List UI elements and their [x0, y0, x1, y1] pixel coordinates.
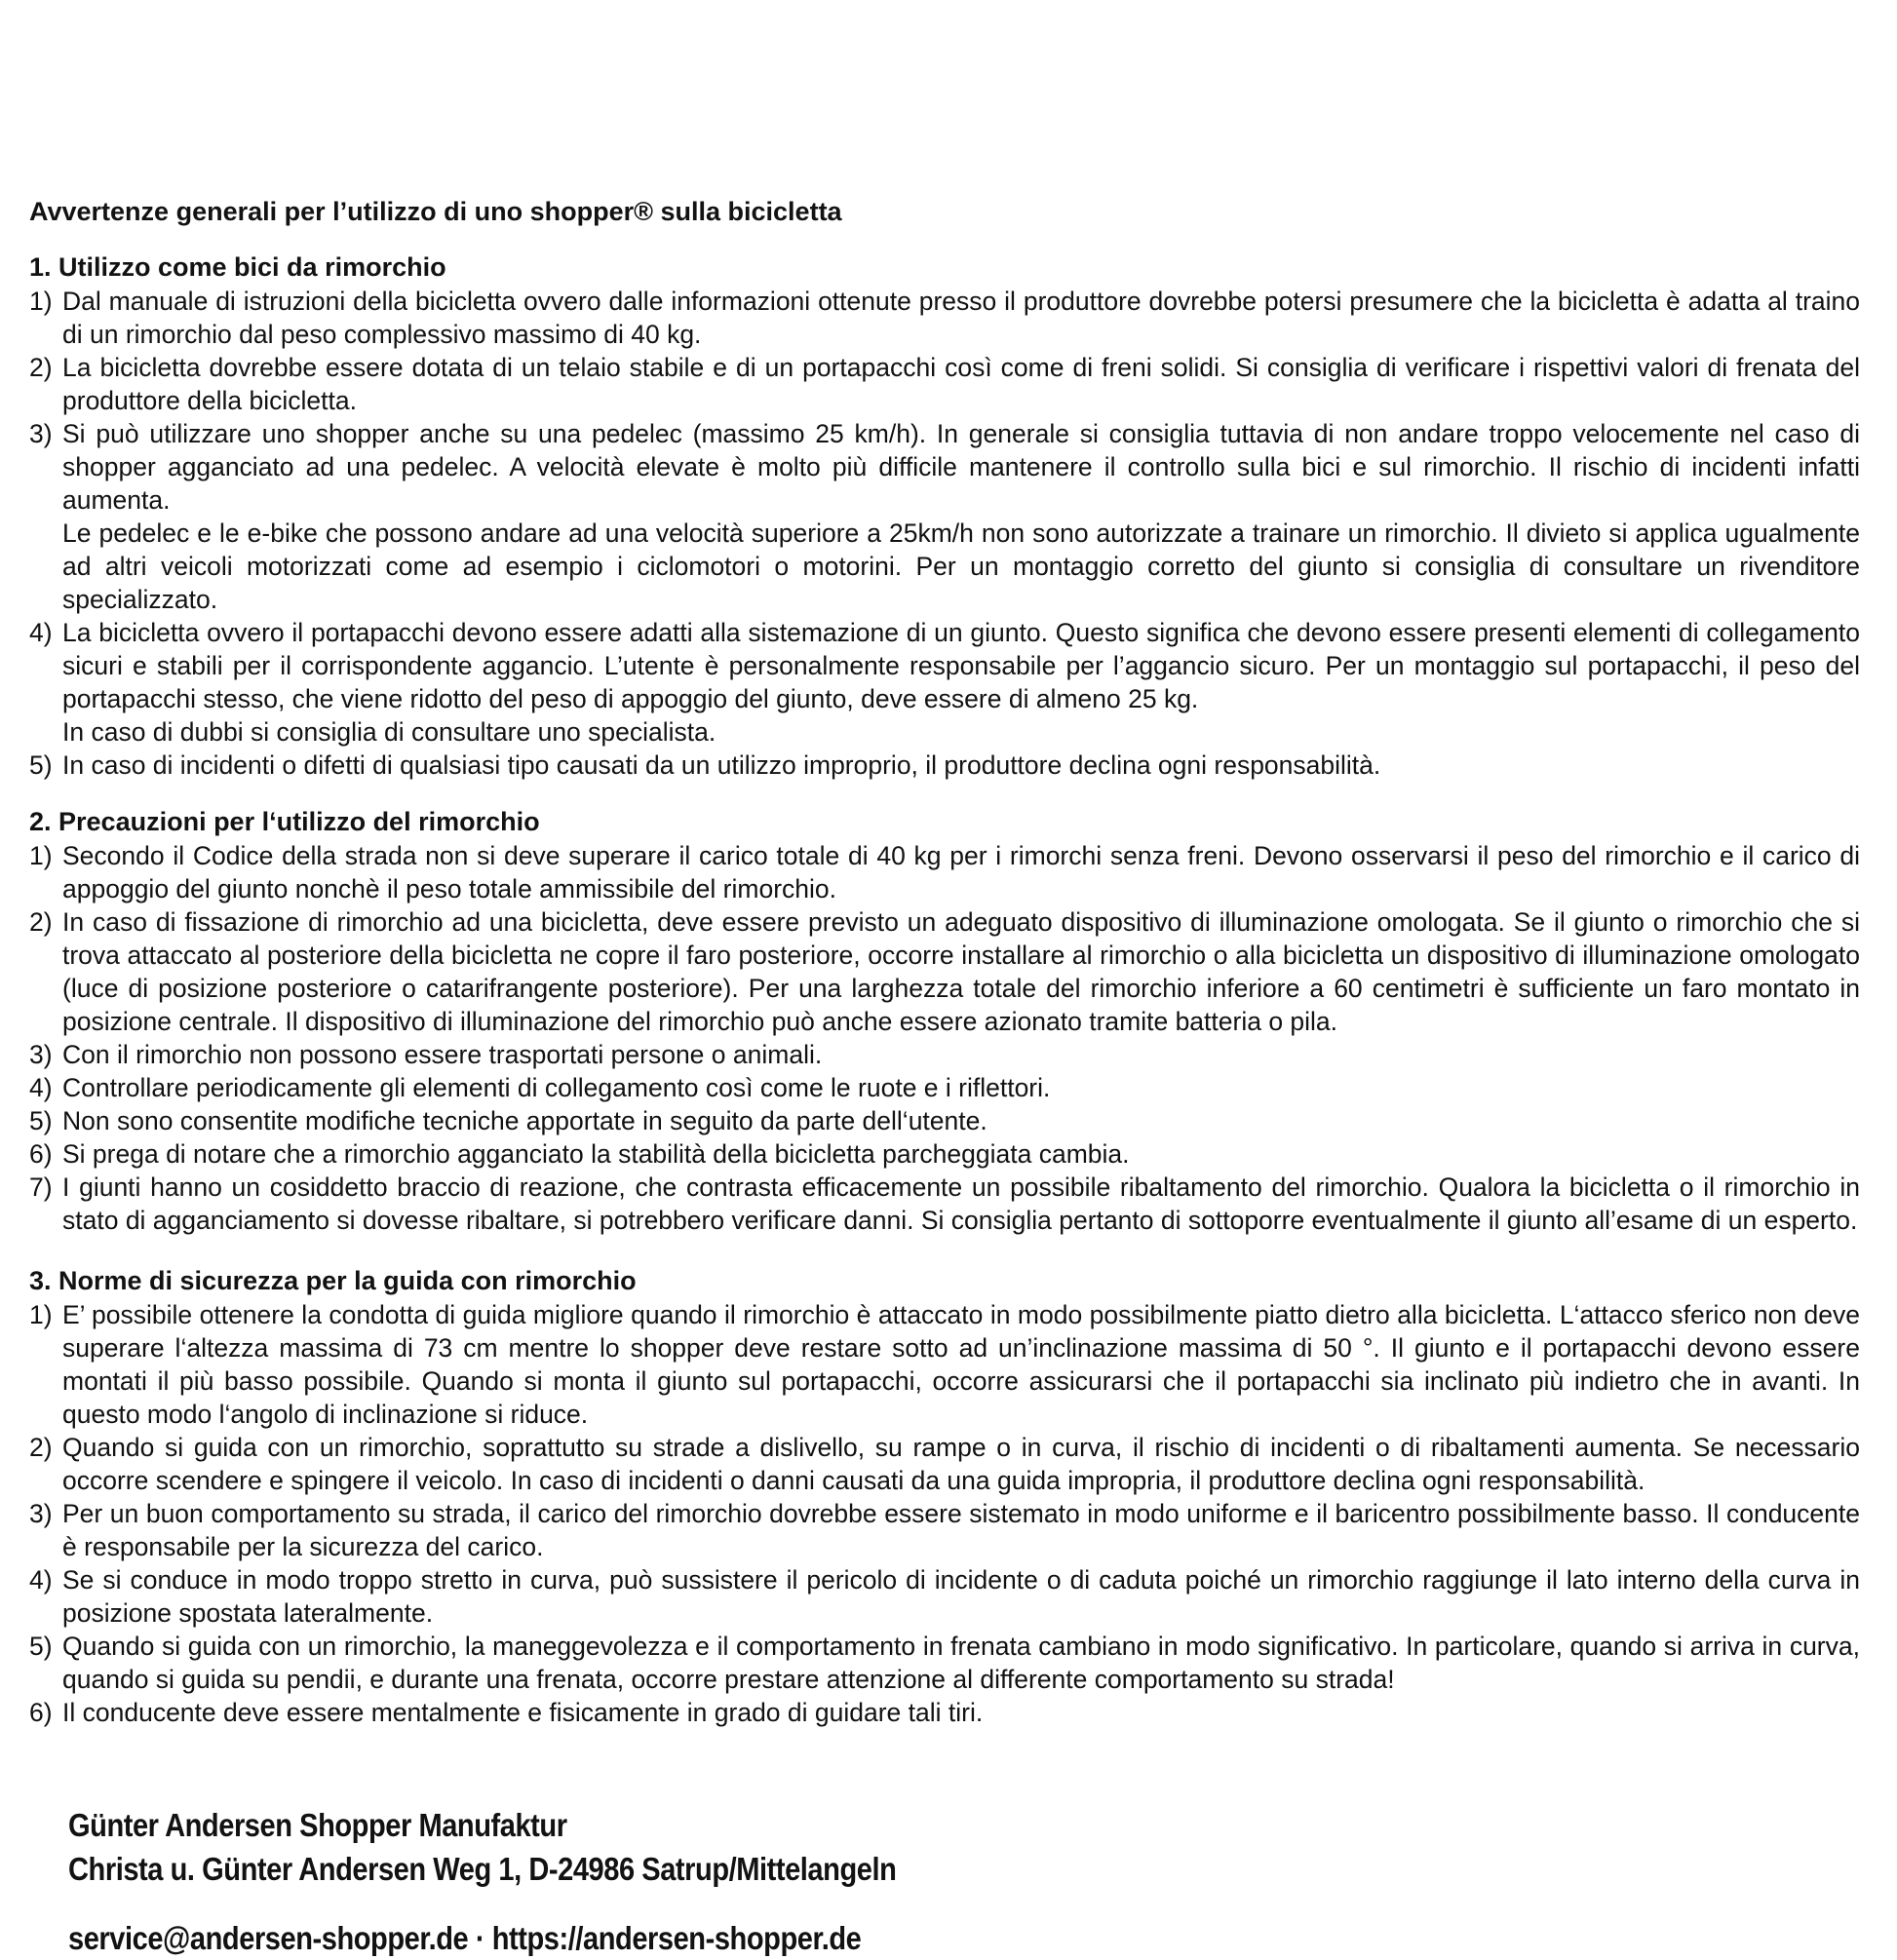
item-text	[62, 1071, 1860, 1104]
item-paragraph: Quando si guida con un rimorchio, la maneggevolezza e il comportamento in frenata cambiano in modo significativo. In particolare, quando si arriva in curva, quando si guida su pendii, e durante una frenata, occorre prestare attenzione al differente comportamento su strada!	[62, 1632, 1860, 1694]
list-item	[29, 1630, 1860, 1696]
item-text	[62, 839, 1860, 905]
list-item	[29, 1071, 1860, 1104]
item-text	[62, 1497, 1860, 1563]
item-paragraph: In caso di fissazione di rimorchio ad una bicicletta, deve essere previsto un adeguato dispositivo di illuminazione omologata. Se il giunto o rimorchio che si trova attaccato al posteriore della bicicletta ne copre il faro posteriore, occorre installare al rimorchio o alla bicicletta un dispositivo di illuminazione omologato (luce di posizione posteriore o catarifrangente posteriore). Per una larghezza totale del rimorchio inferiore a 60 centimetri è sufficiente un faro montato in posizione centrale. Il dispositivo di illuminazione del rimorchio può anche essere azionato tramite batteria o pila.	[62, 907, 1860, 1036]
document-body	[29, 252, 1860, 1729]
list-item	[29, 1696, 1860, 1729]
item-text	[62, 417, 1860, 616]
footer-address: Christa u. Günter Andersen Weg 1, D-24986 Satrup/Mittelangeln	[68, 1851, 897, 1887]
document-section	[29, 807, 1860, 1237]
item-paragraph: Dal manuale di istruzioni della bicicletta ovvero dalle informazioni ottenute presso il produttore dovrebbe potersi presumere che la bicicletta è adatta al traino di un rimorchio dal peso complessivo massimo di 40 kg.	[62, 287, 1860, 349]
item-text	[62, 1563, 1860, 1630]
item-text	[62, 749, 1860, 782]
item-paragraph: Per un buon comportamento su strada, il carico del rimorchio dovrebbe essere sistemato in modo uniforme e il baricentro possibilmente basso. Il conducente è responsabile per la sicurezza del carico.	[62, 1499, 1860, 1561]
list-item	[29, 1137, 1860, 1171]
document-section	[29, 252, 1860, 782]
list-item	[29, 1038, 1860, 1071]
item-text	[62, 905, 1860, 1038]
item-text	[62, 1696, 1860, 1729]
item-text	[62, 351, 1860, 417]
list-item	[29, 1563, 1860, 1630]
section-heading: 3. Norme di sicurezza per la guida con rimorchio	[29, 1266, 637, 1295]
section-heading: 2. Precauzioni per l‘utilizzo del rimorchio	[29, 807, 540, 836]
item-number: 4)	[29, 1073, 53, 1102]
item-paragraph: In caso di incidenti o difetti di qualsiasi tipo causati da un utilizzo improprio, il produttore declina ogni responsabilità.	[62, 750, 1381, 780]
item-paragraph: Le pedelec e le e-bike che possono andare ad una velocità superiore a 25km/h non sono autorizzate a trainare un rimorchio. Il divieto si applica ugualmente ad altri veicoli motorizzati come ad esempio i ciclomotori o motorini. Per un montaggio corretto del giunto si consiglia di consultare un rivenditore specializzato.	[62, 519, 1860, 614]
footer-block	[68, 1803, 1645, 1960]
item-text	[62, 1630, 1860, 1696]
item-paragraph: Si prega di notare che a rimorchio agganciato la stabilità della bicicletta parcheggiata cambia.	[62, 1139, 1130, 1169]
footer-contact: service@andersen-shopper.de · https://andersen-shopper.de	[68, 1920, 862, 1956]
list-item	[29, 905, 1860, 1038]
item-paragraph: Quando si guida con un rimorchio, soprattutto su strade a dislivello, su rampe o in curva, il rischio di incidenti o di ribaltamenti aumenta. Se necessario occorre scendere e spingere il veicolo. In caso di incidenti o danni causati da una guida impropria, il produttore declina ogni responsabilità.	[62, 1433, 1860, 1495]
item-number: 6)	[29, 1698, 53, 1727]
list-item	[29, 1171, 1860, 1237]
item-paragraph: Il conducente deve essere mentalmente e fisicamente in grado di guidare tali tiri.	[62, 1698, 984, 1727]
item-number: 3)	[29, 1040, 53, 1069]
item-number: 4)	[29, 618, 53, 647]
item-paragraph: In caso di dubbi si consiglia di consultare uno specialista.	[62, 717, 716, 747]
item-number: 3)	[29, 1499, 53, 1528]
item-text	[62, 1431, 1860, 1497]
list-item	[29, 351, 1860, 417]
item-paragraph: Secondo il Codice della strada non si deve superare il carico totale di 40 kg per i rimorchi senza freni. Devono osservarsi il peso del rimorchio e il carico di appoggio del giunto nonchè il peso totale ammissibile del rimorchio.	[62, 841, 1860, 903]
list-item	[29, 1104, 1860, 1137]
item-paragraph: Si può utilizzare uno shopper anche su una pedelec (massimo 25 km/h). In generale si consiglia tuttavia di non andare troppo velocemente nel caso di shopper agganciato ad una pedelec. A velocità elevate è molto più difficile mantenere il controllo sulla bici e sul rimorchio. Il rischio di incidenti infatti aumenta.	[62, 419, 1860, 515]
item-text	[62, 616, 1860, 749]
item-number: 6)	[29, 1139, 53, 1169]
item-number: 5)	[29, 1632, 53, 1661]
list-item	[29, 1431, 1860, 1497]
item-number: 1)	[29, 287, 53, 316]
item-text	[62, 1104, 1860, 1137]
item-text	[62, 1298, 1860, 1431]
list-item	[29, 749, 1860, 782]
item-paragraph: La bicicletta ovvero il portapacchi devono essere adatti alla sistemazione di un giunto. Questo significa che devono essere presenti elementi di collegamento sicuri e stabili per il corrispondente aggancio. L’utente è personalmente responsabile per l’aggancio sicuro. Per un montaggio sul portapacchi, il peso del portapacchi stesso, che viene ridotto del peso di appoggio del giunto, deve essere di almeno 25 kg.	[62, 618, 1860, 713]
item-text	[62, 1137, 1860, 1171]
item-number: 4)	[29, 1565, 53, 1595]
item-paragraph: La bicicletta dovrebbe essere dotata di un telaio stabile e di un portapacchi così come di freni solidi. Si consiglia di verificare i rispettivi valori di frenata del produttore della bicicletta.	[62, 353, 1860, 415]
item-text	[62, 1171, 1860, 1237]
document-section	[29, 1266, 1860, 1729]
item-number: 1)	[29, 1300, 53, 1329]
item-paragraph: Non sono consentite modifiche tecniche apportate in seguito da parte dell‘utente.	[62, 1106, 987, 1135]
list-item	[29, 1298, 1860, 1431]
list-item	[29, 1497, 1860, 1563]
document-title: Avvertenze generali per l’utilizzo di uno shopper® sulla bicicletta	[29, 197, 842, 226]
item-paragraph: I giunti hanno un cosiddetto braccio di reazione, che contrasta efficacemente un possibile ribaltamento del rimorchio. Qualora la bicicletta o il rimorchio in stato di agganciamento si dovesse ribaltare, si potrebbero verificare danni. Si consiglia pertanto di sottoporre eventualmente il giunto all’esame di un esperto.	[62, 1172, 1860, 1235]
footer-company-name: Günter Andersen Shopper Manufaktur	[68, 1807, 567, 1843]
item-paragraph: E’ possibile ottenere la condotta di guida migliore quando il rimorchio è attaccato in modo possibilmente piatto dietro alla bicicletta. L‘attacco sferico non deve superare l‘altezza massima di 73 cm mentre lo shopper deve restare sotto ad un’inclinazione massima di 50 °. Il giunto e il portapacchi devono essere montati il più basso possibile. Quando si monta il giunto sul portapacchi, occorre assicurarsi che il portapacchi sia inclinato più indietro che in avanti. In questo modo l‘angolo di inclinazione si riduce.	[62, 1300, 1860, 1429]
section-items	[29, 285, 1860, 782]
item-paragraph: Con il rimorchio non possono essere trasportati persone o animali.	[62, 1040, 823, 1069]
list-item	[29, 285, 1860, 351]
section-heading: 1. Utilizzo come bici da rimorchio	[29, 252, 446, 282]
list-item	[29, 616, 1860, 749]
item-text	[62, 1038, 1860, 1071]
item-paragraph: Se si conduce in modo troppo stretto in curva, può sussistere il pericolo di incidente o di caduta poiché un rimorchio raggiunge il lato interno della curva in posizione spostata lateralmente.	[62, 1565, 1860, 1628]
item-number: 3)	[29, 419, 53, 448]
item-number: 2)	[29, 1433, 53, 1462]
section-items	[29, 839, 1860, 1237]
list-item	[29, 839, 1860, 905]
item-number: 5)	[29, 750, 53, 780]
item-number: 5)	[29, 1106, 53, 1135]
item-number: 7)	[29, 1172, 53, 1202]
item-number: 2)	[29, 907, 53, 937]
item-number: 2)	[29, 353, 53, 382]
item-number: 1)	[29, 841, 53, 870]
section-items	[29, 1298, 1860, 1729]
list-item	[29, 417, 1860, 616]
item-text	[62, 285, 1860, 351]
item-paragraph: Controllare periodicamente gli elementi di collegamento così come le ruote e i riflettori.	[62, 1073, 1051, 1102]
